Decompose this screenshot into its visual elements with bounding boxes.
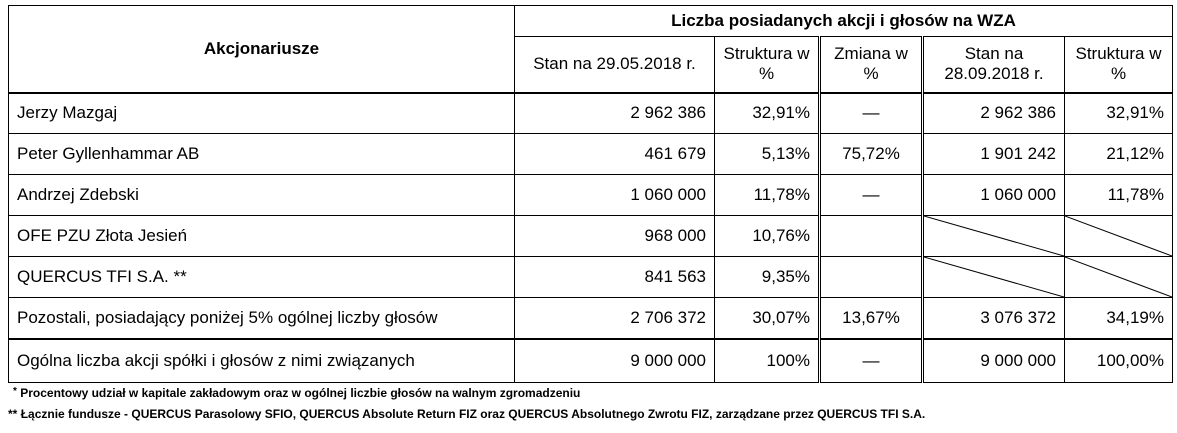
header-col2: Struktura w % (715, 37, 820, 93)
shareholders-table (8, 5, 1173, 383)
table-row (9, 257, 1173, 298)
cell-crossed-out (923, 257, 1065, 298)
cell-value: 3 076 372 (923, 298, 1065, 339)
cell-value: 5,13% (715, 134, 820, 175)
footnote-2-text: Łącznie fundusze - QUERCUS Parasolowy SFIO, QUERCUS Absolute Return FIZ oraz QUERCUS Absolutnego Zwrotu FIZ, zarządzane przez QUERCUS TFI S.A. (20, 407, 926, 421)
cell-value: 841 563 (515, 257, 715, 298)
shareholder-name: OFE PZU Złota Jesień (9, 216, 515, 257)
header-col1: Stan na 29.05.2018 r. (515, 37, 715, 93)
shareholder-name: Jerzy Mazgaj (9, 93, 515, 134)
diagonal-line (924, 216, 1064, 256)
diagonal-line (924, 257, 1064, 297)
cell-value: 2 706 372 (515, 298, 715, 339)
shareholder-name: Peter Gyllenhammar AB (9, 134, 515, 175)
cell-value: 461 679 (515, 134, 715, 175)
cell-value: 10,76% (715, 216, 820, 257)
table-row (9, 298, 1173, 339)
cell-value: 1 901 242 (923, 134, 1065, 175)
footnote-1-mark: * (13, 386, 17, 397)
footnote-1-text: Procentowy udział w kapitale zakładowym oraz w ogólnej liczbie głosów na walnym zgromadzeniu (20, 386, 581, 400)
table-row (9, 93, 1173, 134)
table-row (9, 175, 1173, 216)
header-group: Liczba posiadanych akcji i głosów na WZA (515, 6, 1173, 37)
header-col3: Zmiana w % (820, 37, 923, 93)
footnote-2-mark: ** (8, 407, 18, 421)
header-col4: Stan na 28.09.2018 r. (923, 37, 1065, 93)
cell-value: 1 060 000 (923, 175, 1065, 216)
total-row (9, 339, 1173, 383)
total-value: 9 000 000 (923, 339, 1065, 383)
cell-value: 30,07% (715, 298, 820, 339)
cell-value: 32,91% (1065, 93, 1173, 134)
cell-value: 968 000 (515, 216, 715, 257)
total-value: — (820, 339, 923, 383)
diagonal-line (1065, 257, 1172, 297)
cell-value: 75,72% (820, 134, 923, 175)
header-col5: Struktura w % (1065, 37, 1173, 93)
cell-value: 11,78% (715, 175, 820, 216)
total-label: Ogólna liczba akcji spółki i głosów z nimi związanych (9, 339, 515, 383)
cell-value: 13,67% (820, 298, 923, 339)
cell-crossed-out (923, 216, 1065, 257)
cell-empty (820, 257, 923, 298)
table-row (9, 216, 1173, 257)
cell-value: 1 060 000 (515, 175, 715, 216)
cell-crossed-out (1065, 257, 1173, 298)
total-value: 9 000 000 (515, 339, 715, 383)
cell-value: 11,78% (1065, 175, 1173, 216)
diagonal-line (1065, 216, 1172, 256)
shareholder-name: Andrzej Zdebski (9, 175, 515, 216)
cell-crossed-out (1065, 216, 1173, 257)
header-shareholders: Akcjonariusze (9, 6, 515, 93)
cell-empty (820, 216, 923, 257)
cell-value: 21,12% (1065, 134, 1173, 175)
cell-value: — (820, 93, 923, 134)
cell-value: 32,91% (715, 93, 820, 134)
table-row (9, 134, 1173, 175)
cell-value: 9,35% (715, 257, 820, 298)
cell-value: 34,19% (1065, 298, 1173, 339)
shareholder-name: Pozostali, posiadający poniżej 5% ogólnej liczby głosów (9, 298, 515, 339)
cell-value: 2 962 386 (515, 93, 715, 134)
footnote-1 (13, 386, 580, 400)
total-value: 100,00% (1065, 339, 1173, 383)
cell-value: 2 962 386 (923, 93, 1065, 134)
cell-value: — (820, 175, 923, 216)
shareholder-name: QUERCUS TFI S.A. ** (9, 257, 515, 298)
footnote-2 (8, 407, 925, 421)
total-value: 100% (715, 339, 820, 383)
